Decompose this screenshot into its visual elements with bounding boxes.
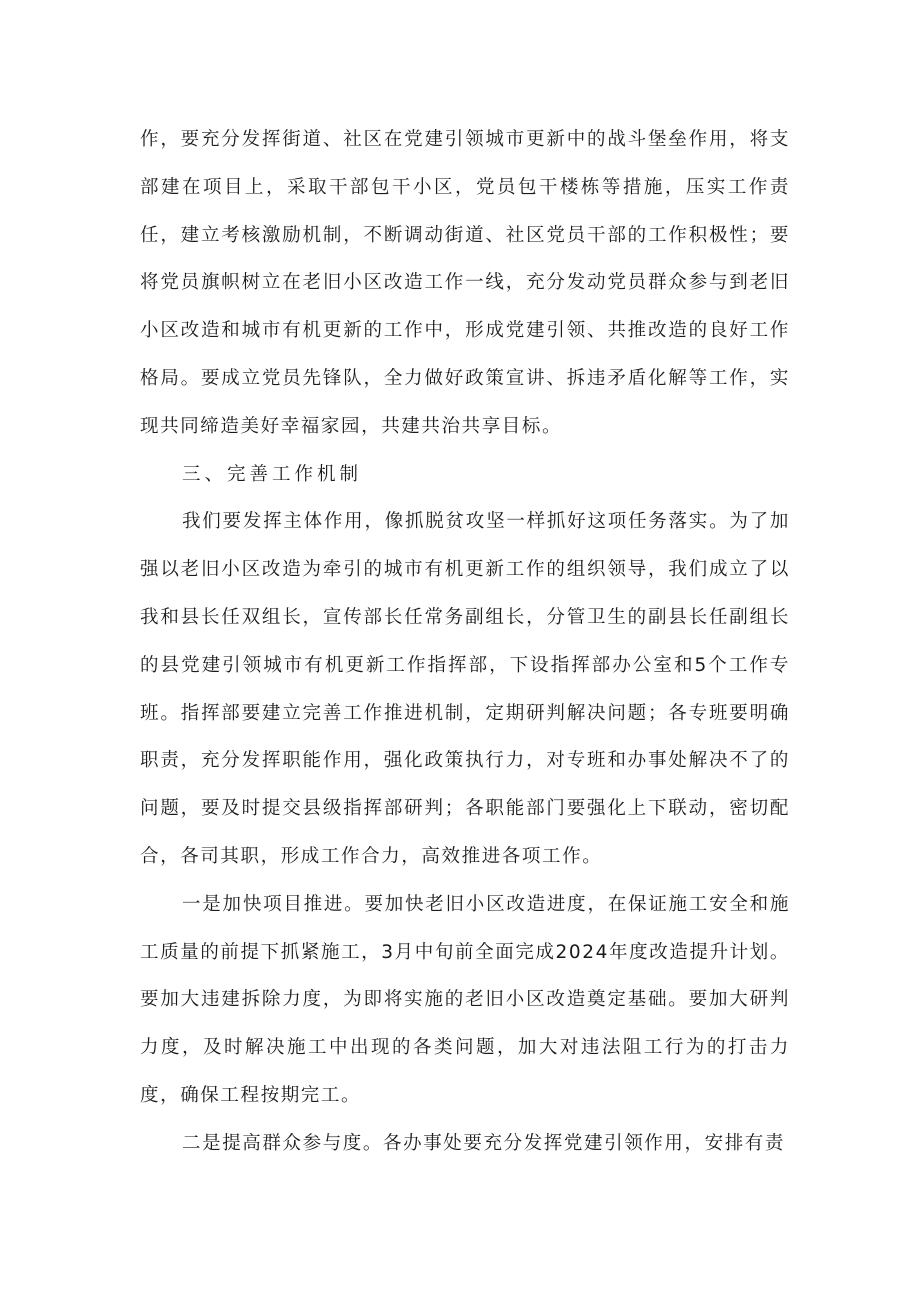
paragraph-project-progress: 一是加快项目推进。要加快老旧小区改造进度，在保证施工安全和施工质量的前提下抓紧施工，3月中旬前全面完成2024年度改造提升计划。要加大违建拆除力度，为即将实施的老旧小区改造奠定基础。要加大研判力度，及时解决施工中出现的各类问题，加大对违法阻工行为的打击力度，确保工程按期完工。 xyxy=(140,893,790,1106)
document-body xyxy=(140,116,790,1168)
paragraph-public-participation: 二是提高群众参与度。各办事处要充分发挥党建引领作用，安排有责 xyxy=(182,1132,786,1154)
section-heading: 三、完善工作机制 xyxy=(182,463,363,485)
paragraph-continued: 作，要充分发挥街道、社区在党建引领城市更新中的战斗堡垒作用，将支部建在项目上，采取干部包干小区，党员包干楼栋等措施，压实工作责任，建立考核激励机制，不断调动街道、社区党员干部的工作积极性；要将党员旗帜树立在老旧小区改造工作一线，充分发动党员群众参与到老旧小区改造和城市有机更新的工作中，形成党建引领、共推改造的良好工作格局。要成立党员先锋队，全力做好政策宣讲、拆违矛盾化解等工作，实现共同缔造美好幸福家园，共建共治共享目标。 xyxy=(140,129,790,437)
paragraph-work-mechanism: 我们要发挥主体作用，像抓脱贫攻坚一样抓好这项任务落实。为了加强以老旧小区改造为牵引的城市有机更新工作的组织领导，我们成立了以我和县长任双组长，宣传部长任常务副组长，分管卫生的副县长任副组长的县党建引领城市有机更新工作指挥部，下设指挥部办公室和5个工作专班。指挥部要建立完善工作推进机制，定期研判解决问题；各专班要明确职责，充分发挥职能作用，强化政策执行力，对专班和办事处解决不了的问题，要及时提交县级指挥部研判；各职能部门要强化上下联动，密切配合，各司其职，形成工作合力，高效推进各项工作。 xyxy=(140,511,790,867)
